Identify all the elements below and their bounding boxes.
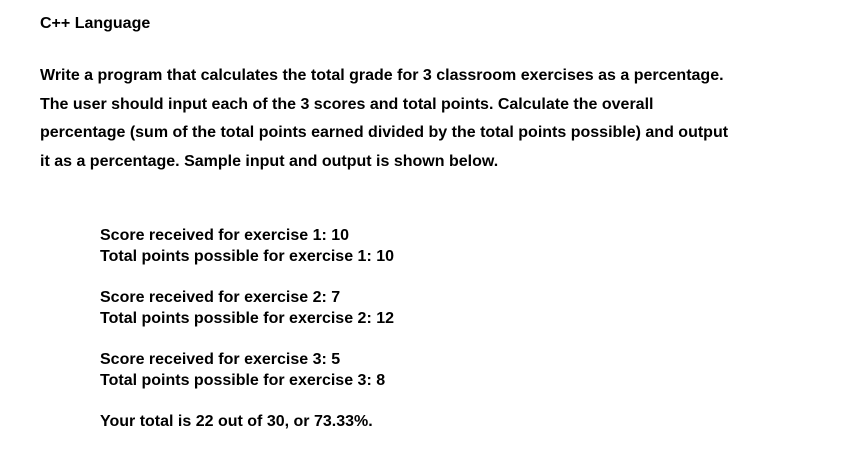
result-line: Your total is 22 out of 30, or 73.33%. xyxy=(100,413,373,430)
prompt-line: The user should input each of the 3 scores and total points. Calculate the overall xyxy=(40,95,654,113)
prompt-line: Write a program that calculates the total grade for 3 classroom exercises as a percentage. xyxy=(40,67,724,84)
problem-statement xyxy=(40,62,830,176)
score-line: Score received for exercise 2: 7 xyxy=(100,289,341,306)
sample-exercise-1 xyxy=(100,225,394,267)
total-line: Total points possible for exercise 3: 8 xyxy=(100,372,386,389)
prompt-line: it as a percentage. Sample input and output is shown below. xyxy=(40,152,499,170)
score-line: Score received for exercise 3: 5 xyxy=(100,351,341,368)
sample-exercise-3 xyxy=(100,349,394,391)
prompt-line: percentage (sum of the total points earned divided by the total points possible) and output xyxy=(40,124,729,141)
sample-exercise-2 xyxy=(100,287,394,329)
total-line: Total points possible for exercise 2: 12 xyxy=(100,310,395,327)
sample-io xyxy=(100,225,394,452)
sample-result xyxy=(100,411,394,432)
total-line: Total points possible for exercise 1: 10 xyxy=(100,248,395,265)
score-line: Score received for exercise 1: 10 xyxy=(100,227,350,244)
page-title: C++ Language xyxy=(40,15,151,32)
